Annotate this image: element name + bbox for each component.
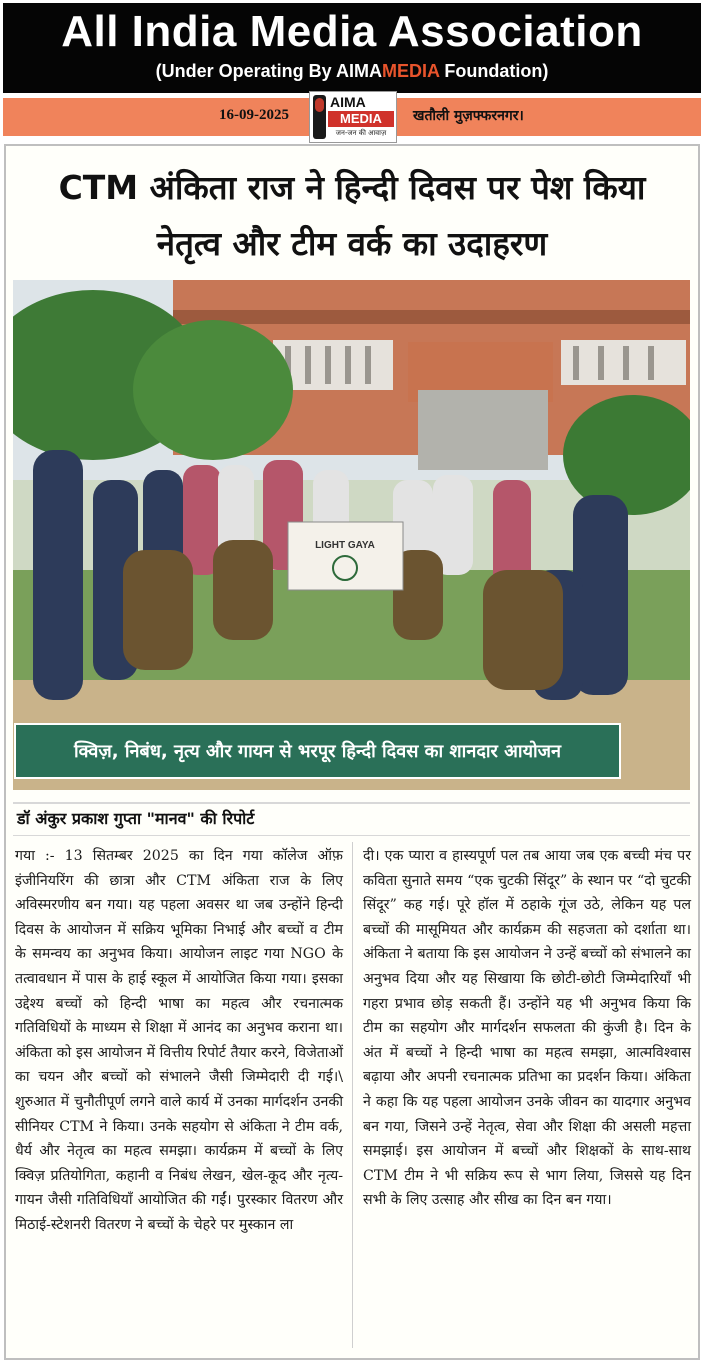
logo-wordmark-top: AIMA: [330, 94, 366, 110]
banner-text: LIGHT GAYA: [315, 540, 375, 551]
headline-line-2: नेतृत्व और टीम वर्क का उदाहरण: [156, 224, 548, 263]
headline-line-1: CTM अंकिता राज ने हिन्दी दिवस पर पेश किया: [58, 168, 646, 207]
article-body-right-column: दी। एक प्यारा व हास्यपूर्ण पल तब आया जब एक बच्ची मंच पर कविता सुनाते समय “एक चुटकी सिंदूर” के स्थान पर “दो चुटकी सिंदूर” कह गई। पूरे हॉल में ठहाके गूंज उठे, लेकिन यह पल बच्चों की मासूमियत और कार्यक्रम की सहजता को दर्शाता था। अंकिता ने बताया कि इस आयोजन ने उन्हें बच्चों को संभालने का अनुभव दिया और यह सिखाया कि छोटी-छोटी जिम्मेदारियाँ भी गहरा प्रभाव छोड़ सकती हैं। उन्होंने यह भी अनुभव किया कि टीम का सहयोग और मार्गदर्शन सफलता की कुंजी है। दिन के अंत में बच्चों ने हिन्दी भाषा का महत्व समझा, आत्मविश्वास बढ़ाया और अपनी रचनात्मक प्रतिभा का प्रदर्शन किया। अंकिता ने कहा कि यह पहला आयोजन उनके जीवन का यादगार अनुभव बन गया, जिसने उन्हें नेतृत्व, सेवा और शिक्षा की असली महत्ता समझाई। इस आयोजन में बच्चों और शिक्षकों के साथ-साथ CTM टीम ने भी सक्रिय रूप से भाग लिया, जिससे यह दिन सभी के लिए उत्साह और सीख का दिन बन गया।: [363, 848, 691, 1209]
byline-bottom-rule: [13, 835, 690, 836]
brand-subtitle: [3, 61, 701, 82]
article-headline: [8, 160, 696, 272]
brand-title: All India Media Association: [61, 7, 643, 56]
photo-caption: [14, 723, 621, 779]
group-photo-illustration: [13, 280, 690, 790]
logo-tagline: जन-जन की आवाज़: [335, 129, 387, 137]
brand-subtitle-accent: MEDIA: [382, 61, 440, 81]
photo-caption-text: क्विज़, निबंध, नृत्य और गायन से भरपूर हिन्दी दिवस का शानदार आयोजन: [73, 741, 562, 762]
publish-date: 16-09-2025: [219, 107, 289, 123]
aima-media-logo: [309, 91, 397, 143]
group-photo: [13, 280, 690, 790]
dateline-location: खतौली मुज़फ्फरनगर।: [413, 108, 524, 124]
masthead: [3, 3, 701, 93]
brand-subtitle-end: Foundation): [439, 61, 549, 81]
microphone-icon: [313, 95, 326, 139]
column-divider: [352, 842, 353, 1348]
logo-wordmark-band: MEDIA: [328, 111, 394, 127]
brand-subtitle-start: (Under Operating By AIMA: [155, 61, 383, 81]
article-body-left-column: गया :- 13 सितम्बर 2025 का दिन गया कॉलेज ऑफ़ इंजीनियरिंग की छात्रा और CTM अंकिता राज के लिए अविस्मरणीय बन गया। यह पहला अवसर था जब उन्होंने हिन्दी दिवस के आयोजन में सक्रिय भूमिका निभाई और बच्चों व टीम के समन्वय का अनुभव किया। आयोजन लाइट गया NGO के तत्वावधान में पास के हाई स्कूल में आयोजित किया गया। इसका उद्देश्य बच्चों को हिन्दी भाषा का महत्व और रचनात्मक गतिविधियों के माध्यम से शिक्षा में आनंद का अनुभव कराना था। अंकिता को इस आयोजन में वित्तीय रिपोर्ट तैयार करने, विजेताओं का चयन और बच्चों को संभालने जैसी जिम्मेदारी दी गई।\ शुरुआत में चुनौतीपूर्ण लगने वाले कार्य में उनका मार्गदर्शन उनकी सीनियर CTM ने किया। उनके सहयोग से अंकिता ने टीम वर्क, धैर्य और नेतृत्व का महत्व समझा। कार्यक्रम में बच्चों के लिए क्विज़ प्रतियोगिता, कहानी व निबंध लेखन, खेल-कूद और नृत्य-गायन जैसी गतिविधियाँ आयोजित की गईं। पुरस्कार वितरण और मिठाई-स्टेशनरी वितरण ने बच्चों के चेहरे पर मुस्कान ला: [15, 848, 343, 1233]
byline-top-rule: [13, 802, 690, 804]
article-byline: डॉ अंकुर प्रकाश गुप्ता "मानव" की रिपोर्ट: [17, 809, 255, 828]
